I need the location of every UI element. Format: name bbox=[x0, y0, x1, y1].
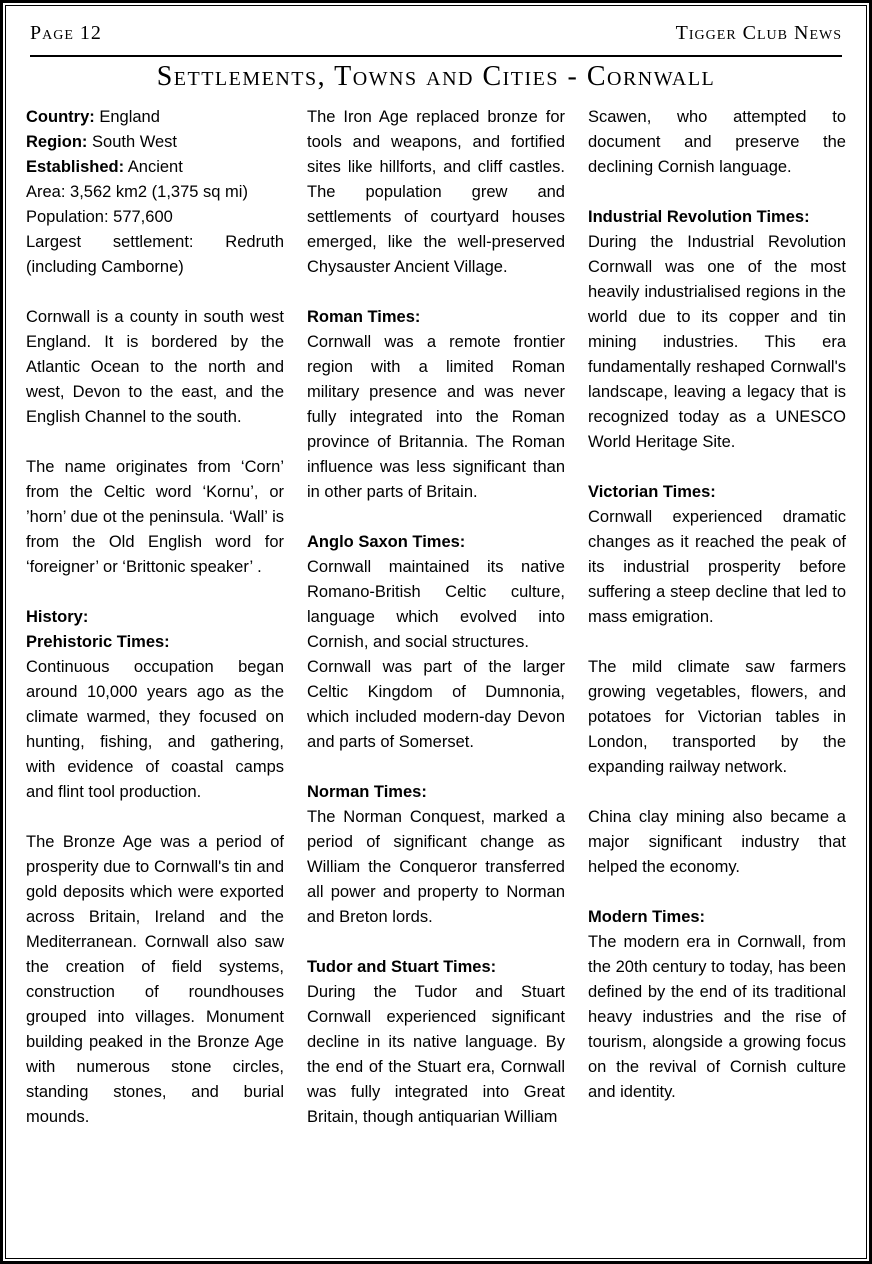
paragraph: Cornwall was a remote frontier region with a limited Roman military presence and was never fully integrated into the Roman province of Britannia. The Roman influence was less significant than in other parts of Britain. bbox=[307, 333, 565, 501]
paragraph: The Norman Conquest, marked a period of significant change as William the Conqueror transferred all power and property to Norman and Breton lords. bbox=[307, 808, 565, 926]
paragraph: Scawen, who attempted to document and preserve the declining Cornish language. bbox=[588, 108, 846, 176]
paragraph: Area: 3,562 km2 (1,375 sq mi) bbox=[26, 183, 248, 201]
section-heading: History: bbox=[26, 608, 89, 626]
paragraph: The mild climate saw farmers growing vegetables, flowers, and potatoes for Victorian tables in London, transported by the expanding railway network. bbox=[588, 658, 846, 776]
column-1 bbox=[26, 105, 284, 1130]
paragraph: Continuous occupation began around 10,000 years ago as the climate warmed, they focused on hunting, fishing, and gathering, with evidence of coastal camps and flint tool production. bbox=[26, 658, 284, 801]
blank-line bbox=[307, 930, 565, 955]
paragraph: China clay mining also became a major significant industry that helped the economy. bbox=[588, 808, 846, 876]
column-3 bbox=[588, 105, 846, 1130]
columns-container bbox=[22, 103, 850, 1130]
page-border-frame bbox=[5, 5, 867, 1259]
paragraph: Cornwall experienced dramatic changes as it reached the peak of its industrial prosperity before suffering a steep decline that led to mass emigration. bbox=[588, 508, 846, 626]
paragraph: Country: England bbox=[26, 108, 160, 126]
blank-line bbox=[307, 505, 565, 530]
blank-line bbox=[26, 580, 284, 605]
section-heading: Industrial Revolution Times: bbox=[588, 208, 810, 226]
paragraph: Population: 577,600 bbox=[26, 208, 173, 226]
paragraph: During the Tudor and Stuart Cornwall experienced significant decline in its native language. By the end of the Stuart era, Cornwall was fully integrated into Great Britain, though antiquarian William bbox=[307, 983, 565, 1126]
section-heading: Modern Times: bbox=[588, 908, 706, 926]
blank-line bbox=[307, 755, 565, 780]
blank-line bbox=[307, 280, 565, 305]
blank-line bbox=[588, 780, 846, 805]
blank-line bbox=[588, 630, 846, 655]
paragraph: Largest settlement: Redruth (including Camborne) bbox=[26, 233, 284, 276]
paragraph: Established: Ancient bbox=[26, 158, 183, 176]
column-2 bbox=[307, 105, 565, 1130]
section-heading: Anglo Saxon Times: bbox=[307, 533, 466, 551]
section-heading: Victorian Times: bbox=[588, 483, 716, 501]
blank-line bbox=[588, 880, 846, 905]
paragraph: Cornwall maintained its native Romano-British Celtic culture, language which evolved into Cornish, and social structures. bbox=[307, 558, 565, 651]
paragraph: The name originates from ‘Corn’ from the Celtic word ‘Kornu’, or ’horn’ due ot the peninsula. ‘Wall’ is from the Old English word for ‘foreigner’ or ‘Brittonic speaker’ . bbox=[26, 458, 284, 576]
page-number: Page 12 bbox=[30, 22, 102, 44]
paragraph: The Bronze Age was a period of prosperity due to Cornwall's tin and gold deposits which were exported across Britain, Ireland and the Mediterranean. Cornwall also saw the creation of field systems, construction of roundhouses grouped into villages. Monument building peaked in the Bronze Age with numerous stone circles, standing stones, and burial mounds. bbox=[26, 833, 284, 1126]
header-rule bbox=[30, 55, 842, 57]
field-label: Established: bbox=[26, 158, 125, 176]
blank-line bbox=[26, 805, 284, 830]
page-header bbox=[22, 16, 850, 45]
blank-line bbox=[26, 430, 284, 455]
section-heading: Roman Times: bbox=[307, 308, 421, 326]
masthead: Tigger Club News bbox=[675, 22, 842, 44]
paragraph: Cornwall is a county in south west England. It is bordered by the Atlantic Ocean to the north and west, Devon to the east, and the English Channel to the south. bbox=[26, 308, 284, 426]
field-label: Country: bbox=[26, 108, 95, 126]
field-label: Region: bbox=[26, 133, 88, 151]
section-heading: Tudor and Stuart Times: bbox=[307, 958, 497, 976]
paragraph: During the Industrial Revolution Cornwall was one of the most heavily industrialised regions in the world due to its copper and tin mining industries. This era fundamentally reshaped Cornwall's landscape, leaving a legacy that is recognized today as a UNESCO World Heritage Site. bbox=[588, 233, 846, 451]
blank-line bbox=[26, 280, 284, 305]
paragraph: The modern era in Cornwall, from the 20th century to today, has been defined by the end of its traditional heavy industries and the rise of tourism, alongside a growing focus on the revival of Cornish culture and identity. bbox=[588, 933, 846, 1101]
section-heading: Prehistoric Times: bbox=[26, 633, 170, 651]
paragraph: The Iron Age replaced bronze for tools and weapons, and fortified sites like hillforts, and cliff castles. The population grew and settlements of courtyard houses emerged, like the well-preserved Chysauster Ancient Village. bbox=[307, 108, 565, 276]
blank-line bbox=[588, 180, 846, 205]
paragraph: Region: South West bbox=[26, 133, 177, 151]
section-heading: Norman Times: bbox=[307, 783, 427, 801]
paragraph: Cornwall was part of the larger Celtic Kingdom of Dumnonia, which included modern-day Devon and parts of Somerset. bbox=[307, 658, 565, 751]
blank-line bbox=[588, 455, 846, 480]
article-title: Settlements, Towns and Cities - Cornwall bbox=[156, 61, 716, 92]
